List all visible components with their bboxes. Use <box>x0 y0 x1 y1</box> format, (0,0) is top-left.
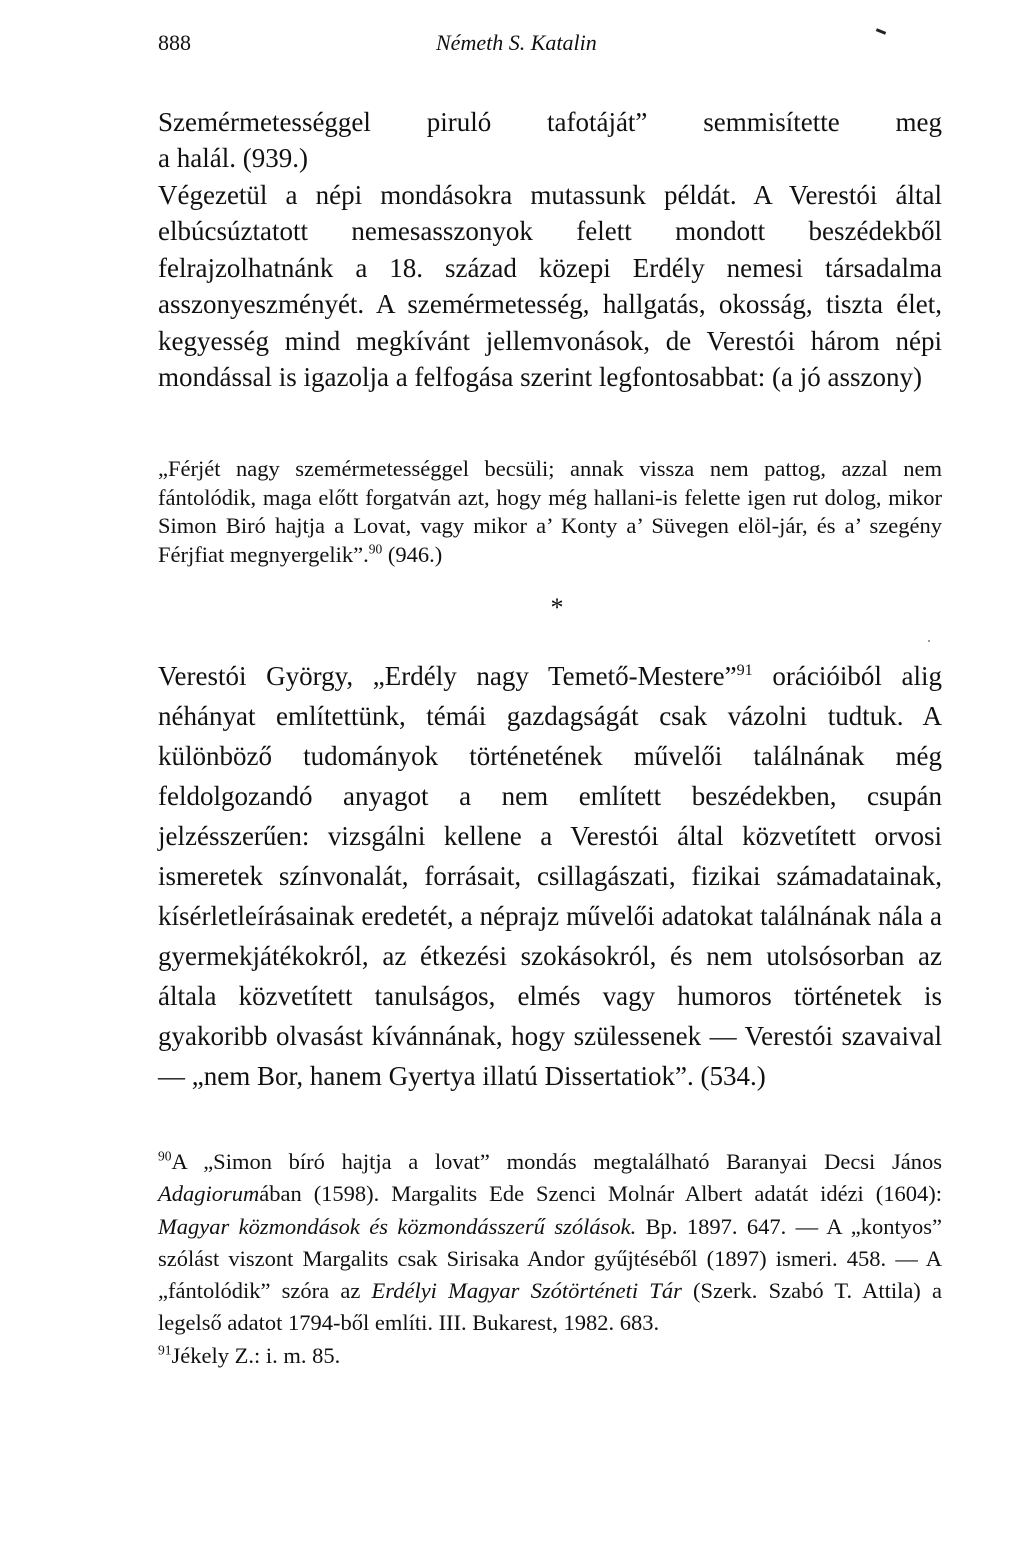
paragraph-2-rest: orációiból alig néhányat említettünk, témái gazdagságát csak vázolni tudtuk. A különböző tudományok történetének művelői találnának még feldolgozandó anyagot a nem említett beszédekben, csupán jelzésszerűen: vizsgálni kellene a Verestói által közvetített orvosi ismeretek színvonalát, forrásait, csillagászati, fizikai számadatainak, kísérletleírásainak eredetét, a néprajz művelői adatokat találnának nála a gyermekjátékokról, az étkezési szokásokról, és nem utolsósorban az általa közvetített tanulságos, elmés vagy humoros történetek is gyakoribb olvasást kívánnának, hogy szülessenek — Verestói szavaival — „nem Bor, hanem Gyertya illatú Dissertatiok”. (534.) <box>158 661 943 1091</box>
running-title: Németh S. Katalin <box>436 30 597 55</box>
quote-text: „Férjét nagy szemérmetességgel becsüli; annak vissza nem pattog, azzal nem fántolódik, maga előtt forgatván azt, hogy még hallani-is felette igen rut dolog, mikor Simon Biró hajtja a Lovat, vagy mikor a’ Konty a’ Süvegen elöl-jár, és a’ szegény Férjfiat megnyergelik”. <box>158 456 942 567</box>
verse-word: meg <box>895 107 942 137</box>
verse-word: semmisítette <box>703 107 840 137</box>
paragraph-2-start: Verestói György, „Erdély nagy Temető-Mestere” <box>158 661 737 691</box>
footnote-ref-91[interactable]: 91 <box>736 661 753 679</box>
block-quote <box>158 455 942 569</box>
footnote-number: 91 <box>158 1342 172 1358</box>
footnote-text: A „Simon bíró hajtja a lovat” mondás megtalálható Baranyai Decsi János <box>171 1149 942 1174</box>
footnote-title: Erdélyi Magyar Szótörténeti Tár <box>371 1278 682 1304</box>
quote-citation: (946.) <box>382 541 443 567</box>
verse-quote <box>158 104 942 177</box>
footnotes <box>158 1146 942 1372</box>
footnote-number: 90 <box>158 1148 172 1164</box>
page-number: 888 <box>158 30 191 55</box>
verse-word: tafotáját” <box>546 107 648 137</box>
footnote-title: Magyar közmondások és közmondásszerű szólások. <box>158 1213 637 1239</box>
verse-word: Szemérmetességgel <box>158 107 371 137</box>
footnote-90 <box>158 1146 942 1340</box>
footnote-title: Adagiorum <box>158 1181 260 1207</box>
running-head <box>158 30 942 66</box>
footnote-text: (Szerk. Szabó T. Attila) a legelső adatot 1794-ből említi. III. Bukarest, 1982. 683. <box>158 1278 942 1336</box>
asterisk: * <box>550 593 564 622</box>
verse-line-2: a halál. (939.) <box>158 143 308 174</box>
footnote-91 <box>158 1340 942 1372</box>
footnote-text: ában (1598). Margalits Ede Szenci Molnár Albert adatát idézi (1604): <box>259 1181 942 1207</box>
paragraph-1: Végezetül a népi mondásokra mutassunk példát. A Verestói által elbúcsúztatott nemesasszonyok felett mondott beszédekből felrajzolhatnánk a 18. század közepi Erdély nemesi társadalma asszonyeszményét. A szemérmetesség, hallgatás, okosság, tiszta élet, kegyesség mind megkívánt jellemvonások, de Verestói három népi mondással is igazolja a felfogása szerint legfontosabbat: (a jó asszony) <box>158 180 942 393</box>
section-separator <box>158 593 942 623</box>
paragraph-2 <box>158 656 942 1096</box>
verse-line-1 <box>158 104 942 140</box>
footnote-text: Bp. 1897. 647. — A „kontyos” szólást viszont Margalits csak Sirisaka Andor gyűjtéséből (1897) ismeri. 458. — A „fántolódik” szóra az <box>158 1213 942 1304</box>
footnote-ref-90[interactable]: 90 <box>368 541 383 557</box>
speck <box>928 640 930 642</box>
footnote-text: Jékely Z.: i. m. 85. <box>171 1342 341 1368</box>
verse-word: piruló <box>426 107 492 137</box>
ink-mark <box>876 28 886 35</box>
